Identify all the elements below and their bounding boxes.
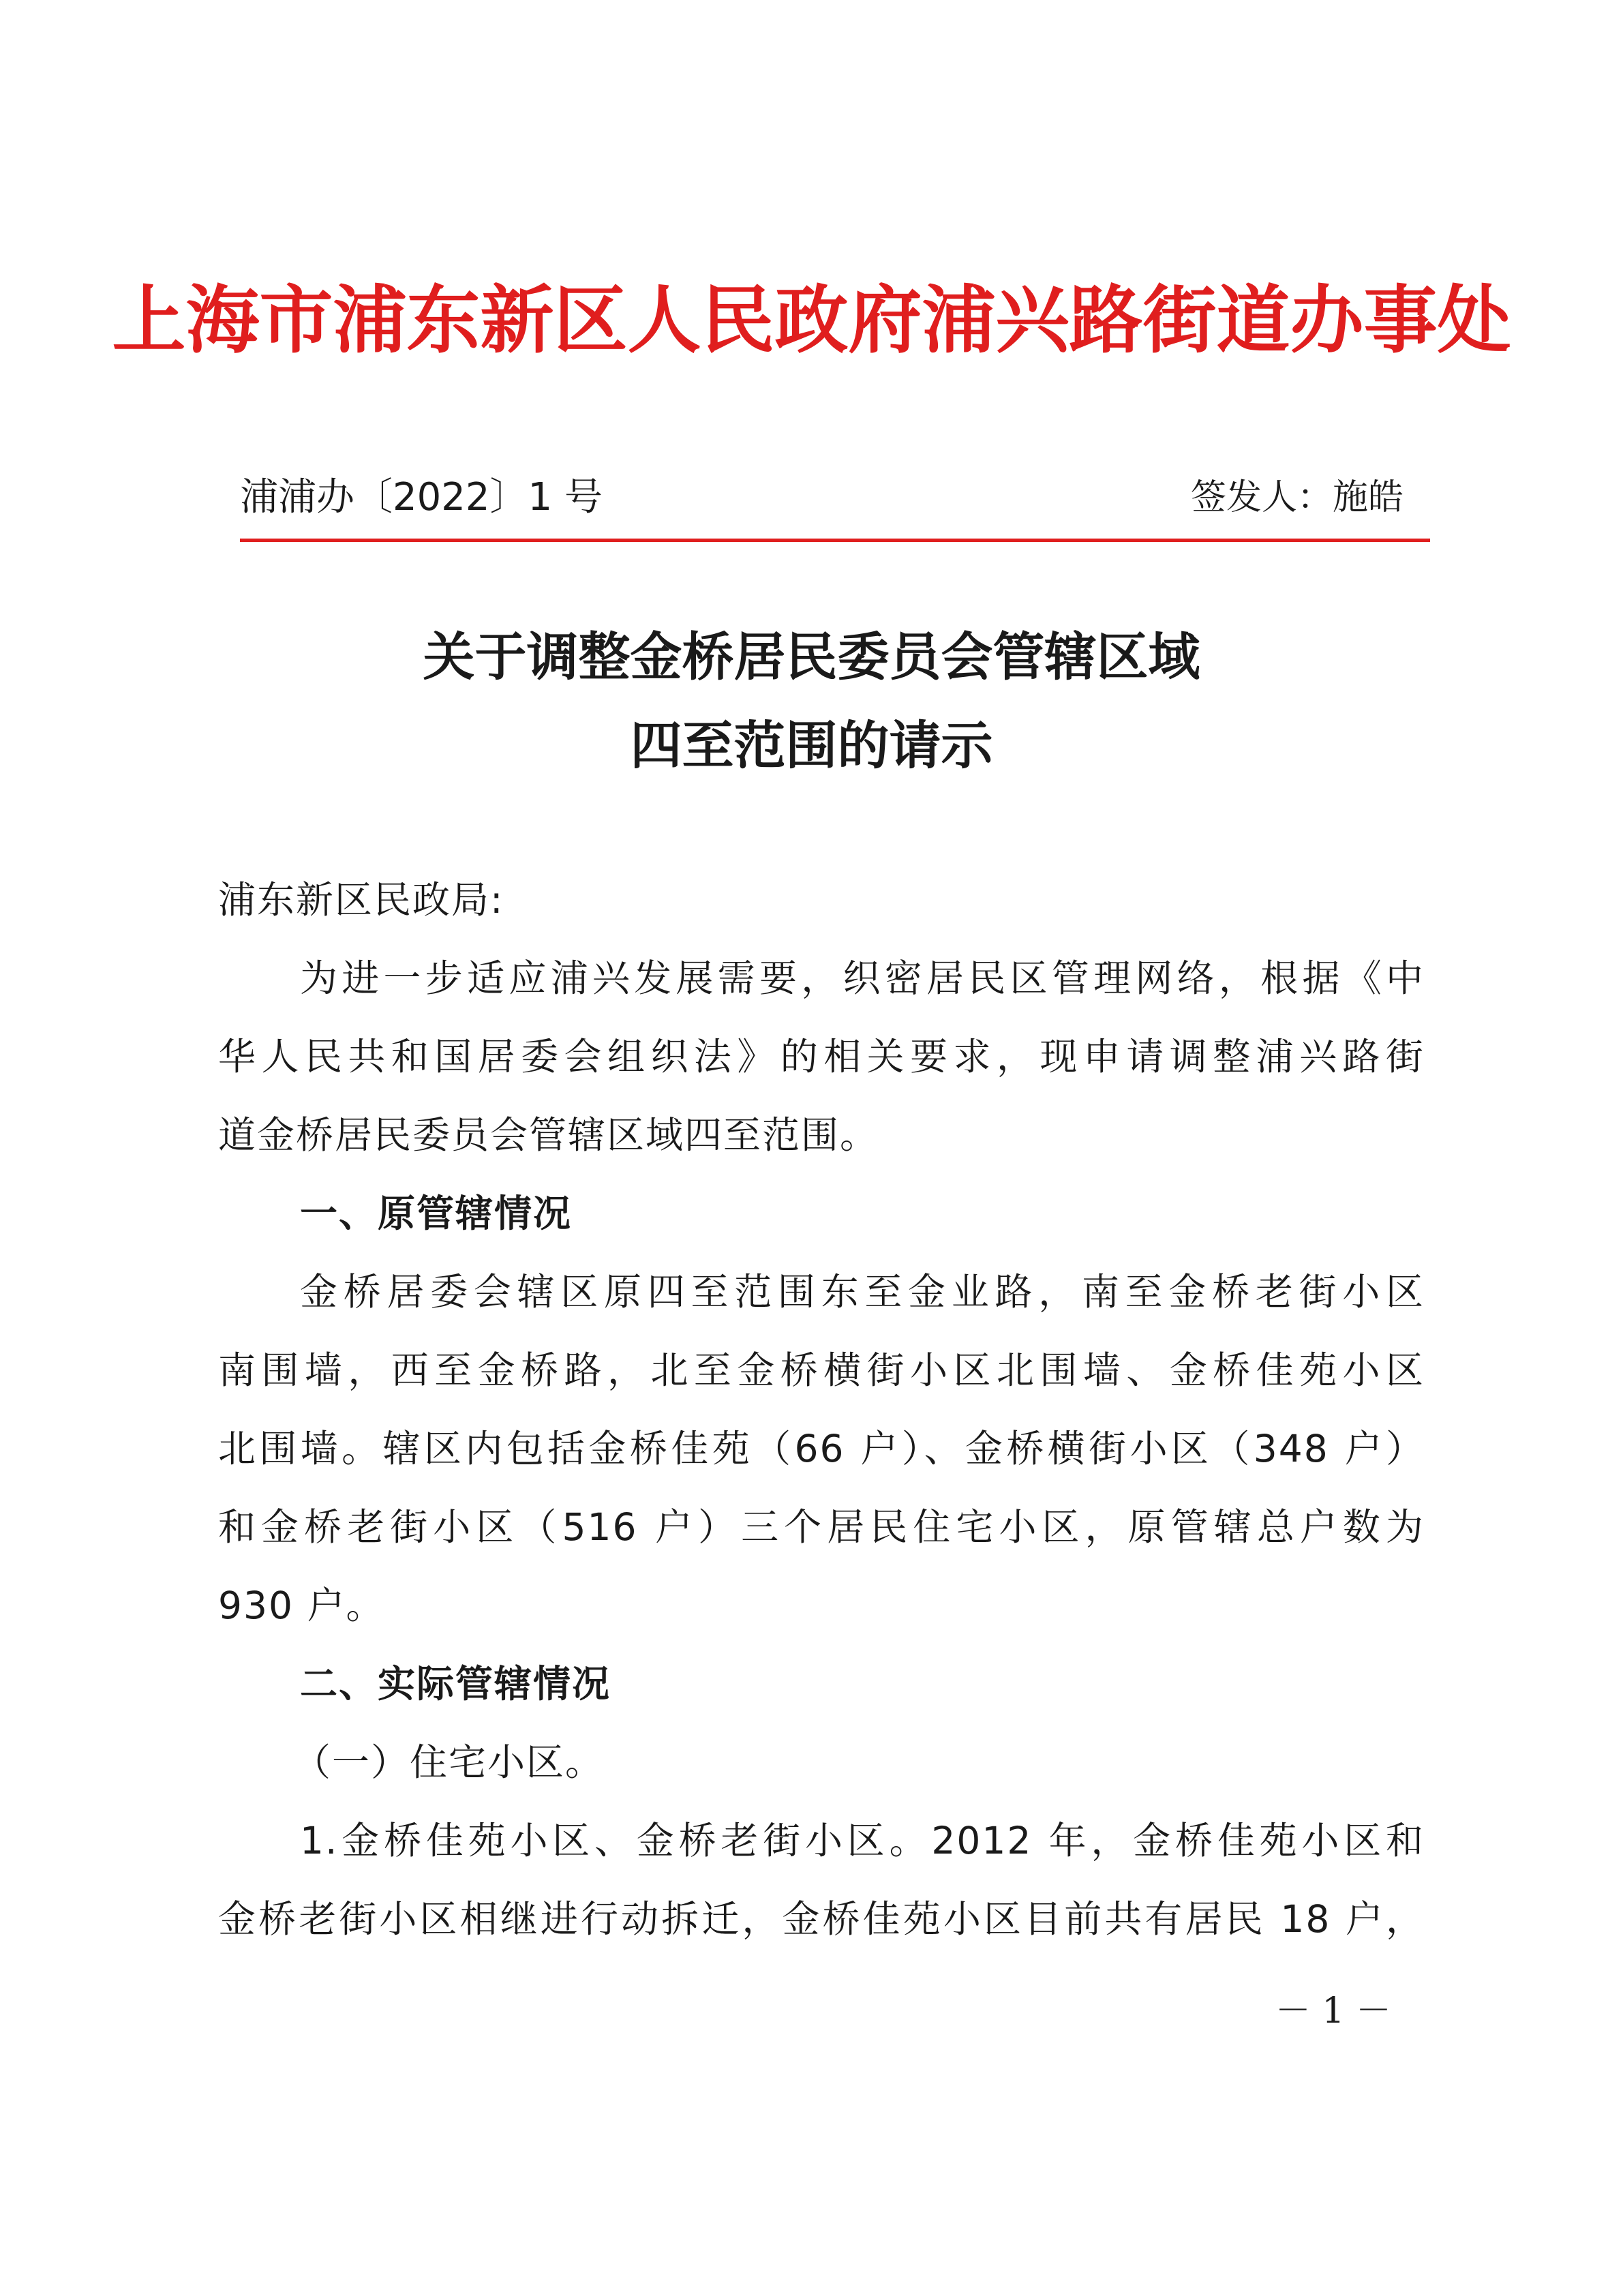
document-number: 浦浦办〔2022〕1 号 (240, 475, 603, 519)
document-title-line-2: 四至范围的请示 (630, 715, 993, 776)
paragraph-2-line-4: 和金桥老街小区（516 户）三个居民住宅小区，原管辖总户数为 (218, 1505, 1425, 1549)
paragraph-2-line-3: 北围墙。辖区内包括金桥佳苑（66 户）、金桥横街小区（348 户） (218, 1427, 1425, 1470)
section-heading-2: 二、实际管辖情况 (300, 1662, 611, 1706)
red-divider-line (240, 539, 1430, 542)
paragraph-3-line-1: 1.金桥佳苑小区、金桥老街小区。2012 年，金桥佳苑小区和 (300, 1819, 1425, 1862)
signer: 签发人：施皓 (1190, 477, 1404, 518)
paragraph-1-line-1: 为进一步适应浦兴发展需要，织密居民区管理网络，根据《中 (300, 956, 1425, 1000)
paragraph-1-line-2: 华人民共和国居委会组织法》的相关要求，现申请调整浦兴路街 (218, 1035, 1425, 1078)
salutation: 浦东新区民政局: (218, 878, 504, 922)
paragraph-3-line-2: 金桥老街小区相继进行动拆迁，金桥佳苑小区目前共有居民 18 户， (218, 1897, 1425, 1941)
document-title-line-1: 关于调整金桥居民委员会管辖区域 (423, 626, 1200, 687)
paragraph-1-line-3: 道金桥居民委员会管辖区域四至范围。 (218, 1113, 879, 1157)
subsection-heading-1: （一）住宅小区。 (293, 1740, 605, 1784)
section-heading-1: 一、原管辖情况 (300, 1192, 573, 1235)
paragraph-2-line-5: 930 户。 (218, 1584, 385, 1627)
paragraph-2-line-1: 金桥居委会辖区原四至范围东至金业路，南至金桥老街小区 (300, 1270, 1425, 1314)
page-number: － 1 － (1275, 1991, 1391, 2031)
paragraph-2-line-2: 南围墙，西至金桥路，北至金桥横街小区北围墙、金桥佳苑小区 (218, 1348, 1425, 1392)
masthead-title: 上海市浦东新区人民政府浦兴路街道办事处 (112, 277, 1511, 363)
